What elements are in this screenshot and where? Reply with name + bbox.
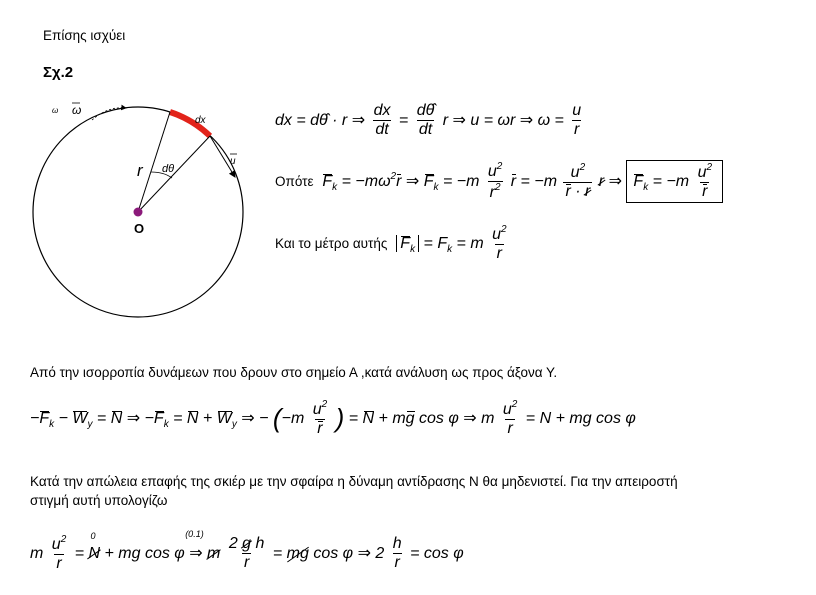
equation-velocity: dx = dθ̂ · r ⇒ $\frac{dx}{dt}$ = $\frac{d\thetâ}{dt}$ r ⇒ u = ωr ⇒ ω = $\frac{u}{r}$ — [275, 102, 582, 138]
omega-arrow — [92, 108, 126, 120]
equation-magnitude: Και το μέτρο αυτής $F_k = F_k = m$ $\frac{u^2}{r}$ — [275, 224, 507, 262]
origin-label: O — [134, 221, 145, 236]
intro-text: Επίσης ισχύει — [43, 28, 126, 43]
equation-equilibrium: $-F_k - W_y = N$ ⇒ $-F_k = N + W_y$ ⇒ − (−m $\frac{u^2}{r}$ ) = N + mg cos φ ⇒ m $\frac{u^2}{r}$ = N + mg cos φ — [30, 399, 636, 437]
opote-label: Οπότε — [275, 173, 314, 189]
metro-label: Και το μέτρο αυτής — [275, 235, 388, 251]
omega-small-label: ω — [52, 106, 59, 115]
figure-label: Σχ.2 — [43, 64, 74, 81]
dx-label: dx — [195, 115, 206, 126]
equilibrium-text: Από την ισορροπία δυνάμεων που δρουν στο σημείο Α ,κατά ανάλυση ως προς άξονα Υ. — [30, 365, 558, 380]
zero-mark: 0 — [90, 530, 96, 541]
u-label: u — [230, 156, 236, 167]
reference-mark: (0.1) — [185, 528, 204, 539]
omega-label: ω — [72, 103, 82, 117]
equation-centripetal: Οπότε $F_k = -m\omega^2r$ ⇒ $F_k = -m$ $\frac{u^2}{r^2}$ r = −m $\frac{u^2}{r \cdot r}$ r ⇒ $F_k = -m$ $\frac{u^2}{r}$ — [275, 160, 723, 203]
origin-dot — [134, 208, 143, 217]
dtheta-label: dθ — [162, 163, 175, 175]
radius-line-1 — [138, 112, 170, 212]
equation-final: m $\frac{u^2}{r}$ = N 0 + mg cos φ ⇒ (0.1) m $\frac{\text{2 g h}}{r}$ = mg cos φ ⇒ 2 $\frac{h}{r}$ = cos φ — [30, 528, 464, 572]
r-label: r — [137, 161, 143, 180]
loss-contact-text-1: Κατά την απώλεια επαφής της σκιέρ με την σφαίρα η δύναμη αντίδρασης Ν θα μηδενιστεί. Για την απειροστή — [30, 474, 678, 489]
loss-contact-text-2: στιγμή αυτή υπολογίζω — [30, 493, 168, 508]
circle-diagram — [30, 92, 270, 337]
